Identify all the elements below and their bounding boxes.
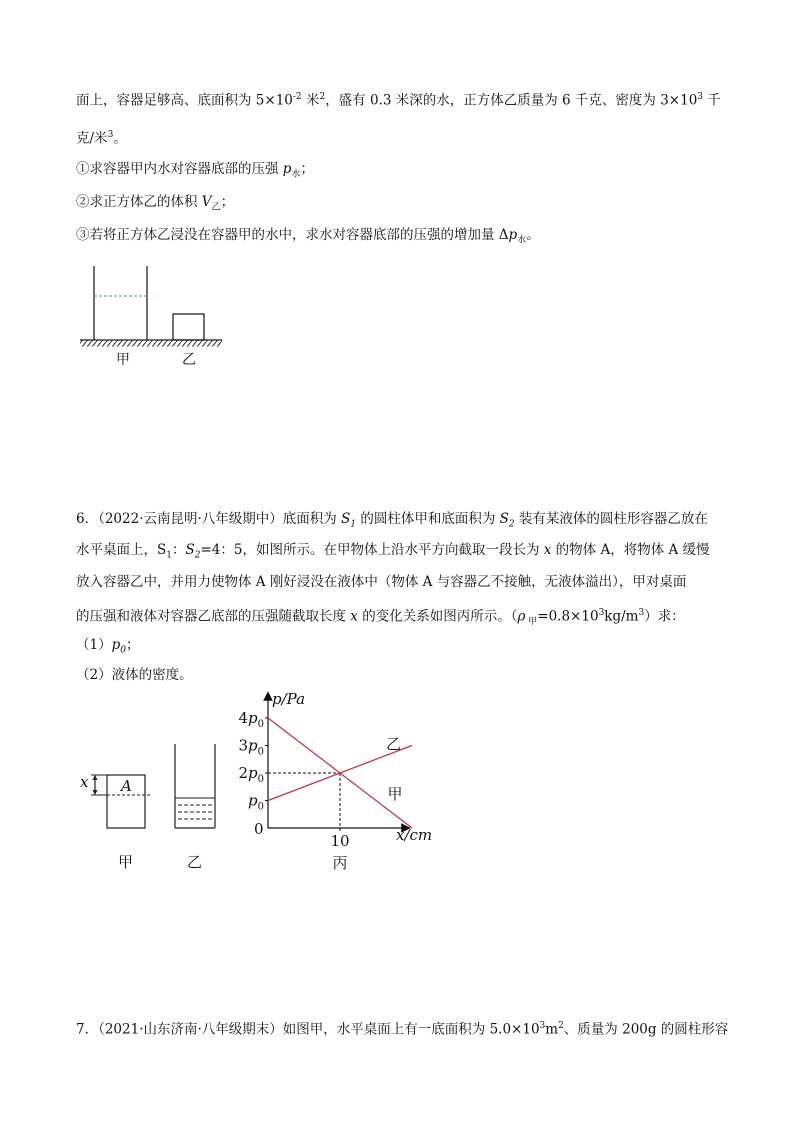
p6-chart-bing: [230, 688, 440, 873]
p6-label-yi: 乙: [187, 853, 203, 871]
p6-figures-jia-yi: [76, 740, 236, 875]
series-label-yi: 乙: [386, 734, 402, 753]
p5-line-2: 克/米$^3$。: [76, 130, 127, 147]
y-axis-label: p/Pa: [272, 690, 306, 708]
origin-label: 0: [254, 820, 264, 838]
p5-question-1: ①求容器甲内水对容器底部的压强 $p_水$；: [76, 161, 314, 180]
p6-line-1: 6．（2022·云南昆明·八年级期中）底面积为 $S_1$ 的圆柱体甲和底面积为 $S_2$ 装有某液体的圆柱形容器乙放在: [76, 511, 708, 530]
series-label-jia: 甲: [387, 785, 403, 804]
p5-question-3: ③若将正方体乙浸没在容器甲的水中，求水对容器底部的压强的增加量 $\Delta p_水$。: [76, 227, 540, 246]
p5-question-2: ②求正方体乙的体积 $V_乙$；: [76, 194, 235, 213]
y-tick-label-3: $3p_0$: [238, 736, 264, 758]
p6-x-arrow-down: [93, 790, 98, 795]
p5-label-jia: 甲: [116, 352, 130, 368]
p6-line-2: 水平桌面上，$S_1$：$S_2=4$：5，如图所示。在甲物体上沿水平方向截取一段长为 x 的物体 A，将物体 A 缓慢: [76, 542, 710, 561]
y-tick-label-2: $2p_0$: [238, 764, 264, 785]
chart-title: 丙: [332, 854, 348, 872]
p6-A-label: A: [121, 777, 132, 795]
p5-ground-hatch: [80, 341, 222, 347]
x-tick-label-10: 10: [330, 832, 350, 850]
p6-question-2: （2）液体的密度。: [76, 667, 193, 683]
p5-figure: [76, 258, 226, 370]
p7-line-1: 7．（2021·山东济南·八年级期末）如图甲，水平桌面上有一底面积为 $5.0\times 10^3m^2$、质量为 200g 的圆柱形容: [76, 1021, 729, 1038]
p6-line-4: 的压强和液体对容器乙底部的压强随截取长度 x 的变化关系如图丙所示。（ρ $_甲=0.8\times 10^3kg/m^3$）求：: [76, 608, 685, 628]
p5-line-1: 面上，容器足够高、底面积为 $5\times 10^{-2}$ 米$^2$，盛有 0.3 米深的水，正方体乙质量为 6 千克、密度为 $3\times 10^3$ 千: [76, 92, 721, 109]
y-tick-label-4: $4p_0$: [238, 709, 264, 730]
p6-x-label: x: [80, 773, 89, 791]
p6-question-1: $(1)p_0$；: [76, 637, 140, 656]
x-axis-label: x/cm: [396, 826, 433, 844]
p6-label-jia: 甲: [118, 853, 134, 871]
p5-cube: [173, 314, 204, 340]
p5-label-yi: 乙: [182, 352, 196, 368]
p6-x-arrow-up: [93, 775, 98, 780]
y-tick-label-1: $p_0$: [248, 791, 264, 813]
p6-line-3: 放入容器乙中，并用力使物体 A 刚好浸没在液体中（物体 A 与容器乙不接触，无液体溢出），甲对桌面: [76, 574, 687, 590]
